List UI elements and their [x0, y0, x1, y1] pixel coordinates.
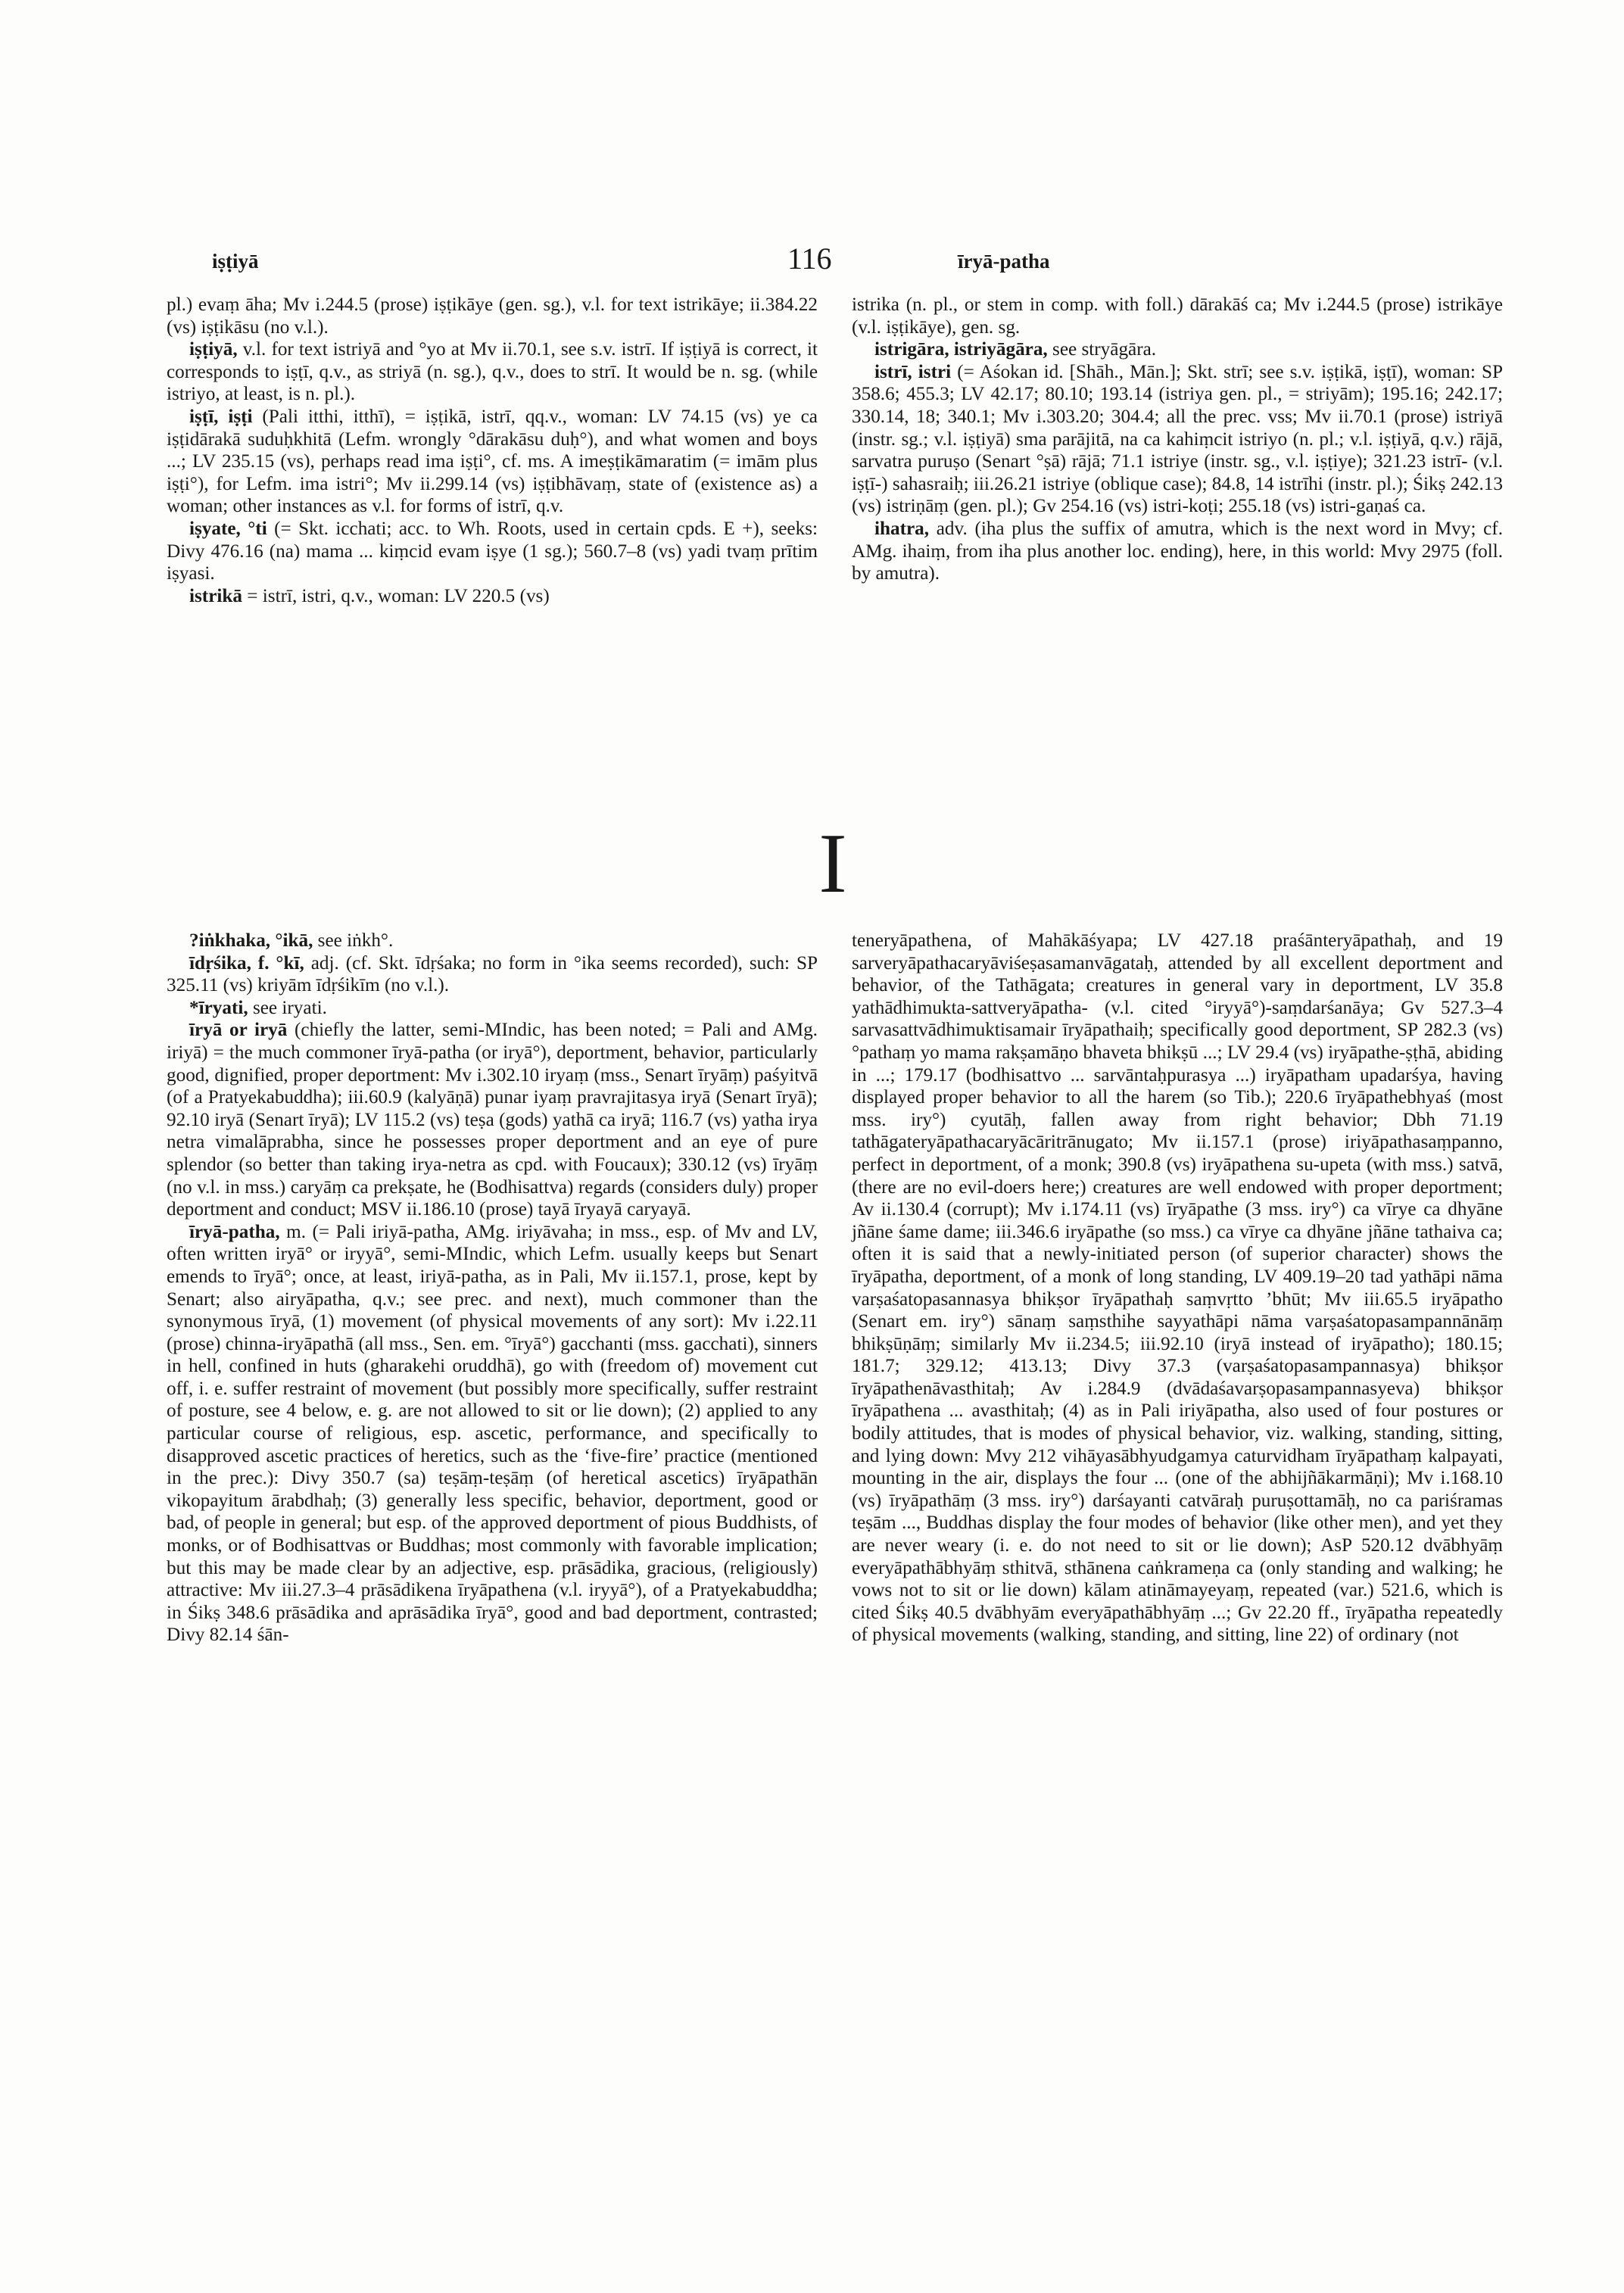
dictionary-entry	[852, 338, 1503, 361]
entry-text: (= Skt. icchati; acc. to Wh. Roots, used in certain cpds. E +), seeks: Divy 476.16 (na) mama ... kiṃcid evam iṣye (1 sg.); 560.7–8 (vs) yadi tvaṃ prītim iṣyasi.	[167, 518, 818, 584]
page-number: 116	[787, 241, 832, 276]
entry-text: (chiefly the latter, semi-MIndic, has been noted; = Pali and AMg. iriyā) = the much commoner īryā-patha (or iryā°), deportment, behavior, particularly good, dignified, proper deportment: Mv i.302.10 iryaṃ (mss., Senart īryāṃ) paśyitvā (of a Pratyekabuddha); iii.60.9 (kalyāṇā) punar iyaṃ pravrajitasya iryā (Senart īryā); 92.10 iryā (Senart īryā); LV 115.2 (vs) teṣa (gods) yathā ca iryā; 116.7 (vs) yatha irya netra vimalāprabha, since he possesses proper deportment and an eye of pure splendor (so better than taking irya-netra as cpd. with Foucaux); 330.12 (vs) īryāṃ (no v.l. in mss.) caryāṃ ca prekṣate, he (Bodhisattva) regards (considers duly) proper deportment and conduct; MSV ii.186.10 (prose) tayā īryayā caryayā.	[167, 1020, 818, 1220]
column-right-bottom	[852, 930, 1503, 2209]
entry-text: pl.) evaṃ āha; Mv i.244.5 (prose) iṣṭikāye (gen. sg.), v.l. for text istrikāye; ii.384.22 (vs) iṣṭikāsu (no v.l.).	[167, 294, 818, 338]
entry-text: (= Aśokan id. [Shāh., Mān.]; Skt. strī; see s.v. iṣṭikā, iṣṭī), woman: SP 358.6; 455.3; LV 42.17; 80.10; 193.14 (istriya gen. pl., = striyām); 195.16; 242.17; 330.14, 18; 340.1; Mv i.303.20; 304.4; all the prec. vss; Mv ii.70.1 (prose) istriyā (instr. sg.; v.l. iṣṭiyā) sma parājitā, na ca kahiṃcit istriyo (n. pl.; v.l. iṣṭiyā, q.v.) rājā, sarvatra puruṣo (Senart °ṣā) rājā; 71.1 istriye (instr. sg., v.l. iṣṭiye); 321.23 istrī- (v.l. iṣṭī-) sahasraiḥ; iii.26.21 istriye (oblique case); 84.8, 14 istrīhi (instr. pl.); Śikṣ 242.13 (vs) istriṇāṃ (gen. pl.); Gv 254.16 (vs) istri-koṭi; 255.18 (vs) istri-gaṇaś ca.	[852, 361, 1504, 517]
entry-text: see iṅkh°.	[313, 930, 394, 951]
column-right-top	[852, 294, 1503, 763]
dictionary-entry	[167, 406, 818, 518]
entry-text: teneryāpathena, of Mahākāśyapa; LV 427.18 praśānteryāpathaḥ, and 19 sarveryāpathacaryāviśeṣasamanvāgataḥ, attended by all excellent deportment and behavior, of the Tathāgata; creatures in general vary in deportment, LV 35.8 yathādhimukta-sattveryāpatha- (v.l. cited °iryyā°)-saṃdarśanāya; Gv 527.3–4 sarvasattvādhimuktisamair īryāpathaiḥ; specifically good deportment, SP 282.3 (vs) °pathaṃ yo mama rakṣamāṇo bhaveta bhikṣū ...; LV 29.4 (vs) iryāpathe-ṣṭhā, abiding in ...; 179.17 (bodhisattvo ... sarvāntaḥpurasya ...) iryāpatham upadarśya, having displayed proper behavior to all the harem (so Tib.); 220.6 īryāpathebhyaś (most mss. iry°) cyutāḥ, fallen away from right behavior; Dbh 71.19 tathāgateryāpathacaryācāritrānugato; Mv ii.157.1 (prose) iriyāpathasaṃpanno, perfect in deportment, of a monk; 390.8 (vs) iryāpathena su-upeta (with mss.) satvā, (there are no evil-doers here;) creatures are well endowed with proper deportment; Av ii.130.4 (corrupt); Mv i.174.11 (vs) īryāpathe (3 mss. iry°) ca vīrye ca dhyāne jñāne śame dame; iii.346.6 iryāpathe (so mss.) ca vīrye ca dhyāne jñāne tathaiva ca; often it is said that a newly-initiated person (of superior character) shows the īryāpatha, deportment, of a monk of long standing, LV 409.19–20 tad yathāpi nāma varṣaśatopasannasya bhikṣor īryāpathaḥ saṃvṛtto ’bhūt; Mv iii.65.5 iryāpatho (Senart em. iry°) sānaṃ saṃsthihe sayyathāpi nāma varṣaśatopasampannānāṃ bhikṣūṇāṃ; similarly Mv ii.234.5; iii.92.10 (iryā instead of iryāpatho); 180.15; 181.7; 329.12; 413.13; Divy 37.3 (varṣaśatopasampannasya) bhikṣor īryāpathenāvasthitaḥ; Av i.284.9 (dvādaśavarṣopasampannasyeva) bhikṣor īryāpathena ... avasthitaḥ; (4) as in Pali iriyāpatha, also used of four postures or bodily attitudes, that is modes of physical behavior, viz. walking, standing, sitting, and lying down: Mvy 212 vihāyasābhyudgamya caturvidham īryāpathaṃ kalpayati, mounting in the air, displays the four ... (one of the abhijñākarmāṇi); Mv i.168.10 (vs) īryāpathāṃ (3 mss. iry°) darśayanti catvāraḥ puruṣottamāḥ, no ca pariśramas teṣām ..., Buddhas display the four modes of behavior (like other men), and yet they are never weary (i. e. do not need to sit or lie down); AsP 520.12 dvābhyāṃ everyāpathābhyāṃ sthitvā, sthānena caṅkrameṇa ca (only standing and walking; he vows not to sit or lie down) kālam atināmayeyaṃ, repeated (var.) 521.6, which is cited Śikṣ 40.5 dvābhyām everyāpathābhyāṃ ...; Gv 22.20 ff., īryāpatha repeatedly of physical movements (walking, standing, and sitting, line 22) of ordinary (not	[852, 930, 1503, 1646]
entry-text: adj. (cf. Skt. īdṛśaka; no form in °ika seems recorded), such: SP 325.11 (vs) kriyām īdṛśikīm (no v.l.).	[167, 952, 818, 996]
column-left-top	[167, 294, 818, 763]
entry-text: istrika (n. pl., or stem in comp. with foll.) dārakāś ca; Mv i.244.5 (prose) istrikāye (v.l. iṣṭikāye), gen. sg.	[852, 294, 1503, 338]
dictionary-entry	[167, 338, 818, 406]
entry-headword: īryā or iryā	[189, 1020, 288, 1041]
dictionary-entry	[167, 518, 818, 585]
dictionary-entry	[167, 997, 818, 1020]
entry-headword: ?iṅkhaka, °ikā,	[189, 930, 313, 951]
entry-headword: iṣṭī, iṣṭi	[189, 406, 253, 427]
dictionary-entry	[167, 930, 818, 952]
continued-text	[852, 294, 1503, 338]
entry-headword: *īryati,	[189, 997, 248, 1018]
entry-text: v.l. for text istriyā and °yo at Mv ii.70.1, see s.v. istrī. If iṣṭiyā is correct, it corresponds to iṣṭī, q.v., as striyā (n. sg.), q.v., does to strī. It would be n. sg. (while istriyo, at least, is n. pl.).	[167, 339, 818, 405]
dictionary-entry	[167, 1019, 818, 1220]
entry-headword: ihatra,	[874, 518, 930, 539]
column-left-bottom	[167, 930, 818, 2209]
entry-text: (Pali itthi, itthī), = iṣṭikā, istrī, qq.v., woman: LV 74.15 (vs) ye ca iṣṭidārakā suduḥkhitā (Lefm. wrongly °dārakāsu duḥ°), and what women and boys ...; LV 235.15 (vs), perhaps read ima iṣṭi°, cf. ms. A imeṣṭikāmaratim (= imām plus iṣṭi°), for Lefm. ima istri°; Mv ii.299.14 (vs) iṣṭibhāvaṃ, state of (existence as) a woman; other instances as v.l. for forms of istrī, q.v.	[167, 406, 818, 517]
entry-text: adv. (iha plus the suffix of amutra, which is the next word in Mvy; cf. AMg. ihaiṃ, from iha plus another loc. ending), here, in this world: Mvy 2975 (foll. by amutra).	[852, 518, 1503, 584]
entry-headword: iṣyate, °ti	[189, 518, 267, 539]
dictionary-entry	[167, 952, 818, 997]
entry-text: = istrī, istri, q.v., woman: LV 220.5 (vs)	[242, 585, 550, 606]
continued-text	[167, 294, 818, 338]
continued-text	[852, 930, 1503, 1647]
left-guide-word: iṣṭiyā	[212, 250, 259, 273]
dictionary-entry	[167, 585, 818, 608]
entry-text: see iryati.	[248, 997, 327, 1018]
entry-headword: istrī, istri	[874, 361, 952, 382]
dictionary-entry	[167, 1221, 818, 1647]
right-guide-word: īryā-patha	[958, 250, 1050, 273]
entry-headword: iṣṭiyā,	[189, 339, 238, 360]
dictionary-entry	[852, 361, 1503, 518]
entry-text: see stryāgāra.	[1047, 339, 1157, 360]
entry-headword: istrikā	[189, 585, 242, 606]
entry-headword: īryā-patha,	[189, 1221, 280, 1242]
entry-headword: istrigāra, istriyāgāra,	[874, 339, 1048, 360]
running-header	[167, 241, 1507, 279]
entry-text: m. (= Pali iriyā-patha, AMg. iriyāvaha; in mss., esp. of Mv and LV, often written iryā° or iryyā°, semi-MIndic, which Lefm. usually keeps but Senart emends to īryā°; once, at least, iriyā-patha, as in Pali, Mv ii.157.1, prose, kept by Senart; also airyāpatha, q.v.; see prec. and next), much commoner than the synonymous īryā, (1) movement (of physical movements of any sort): Mv i.22.11 (prose) chinna-iryāpathā (all mss., Sen. em. °īryā°) gacchanti (mss. gacchati), sinners in hell, confined in huts (gharakehi oruddhā), go with (freedom of) movement cut off, i. e. suffer restraint of movement (but possibly more specifically, suffer restraint of posture, see 4 below, e. g. are not allowed to sit or lie down); (2) applied to any particular course of religious, esp. ascetic, performance, and specifically to disapproved ascetic practices of heretics, such as the ‘five-fire’ practice (mentioned in the prec.): Divy 350.7 (sa) teṣāṃ-teṣāṃ (of heretical ascetics) īryāpathān vikopayitum ārabdhaḥ; (3) generally less specific, behavior, deportment, good or bad, of people in general; but esp. of the approved deportment of pious Buddhists, of monks, or of Bodhisattvas or Buddhas; most commonly with favorable implication; but this may be made clear by an adjective, esp. prāsādika, gracious, (religiously) attractive: Mv iii.27.3–4 prāsādikena īryāpathena (v.l. iryyā°), of a Pratyekabuddha; in Śikṣ 348.6 prāsādika and aprāsādika īryā°, good and bad deportment, contrasted; Divy 82.14 śān-	[167, 1221, 818, 1646]
entry-headword: īdṛśika, f. °kī,	[189, 952, 304, 974]
section-letter: I	[818, 817, 847, 911]
dictionary-entry	[852, 518, 1503, 585]
